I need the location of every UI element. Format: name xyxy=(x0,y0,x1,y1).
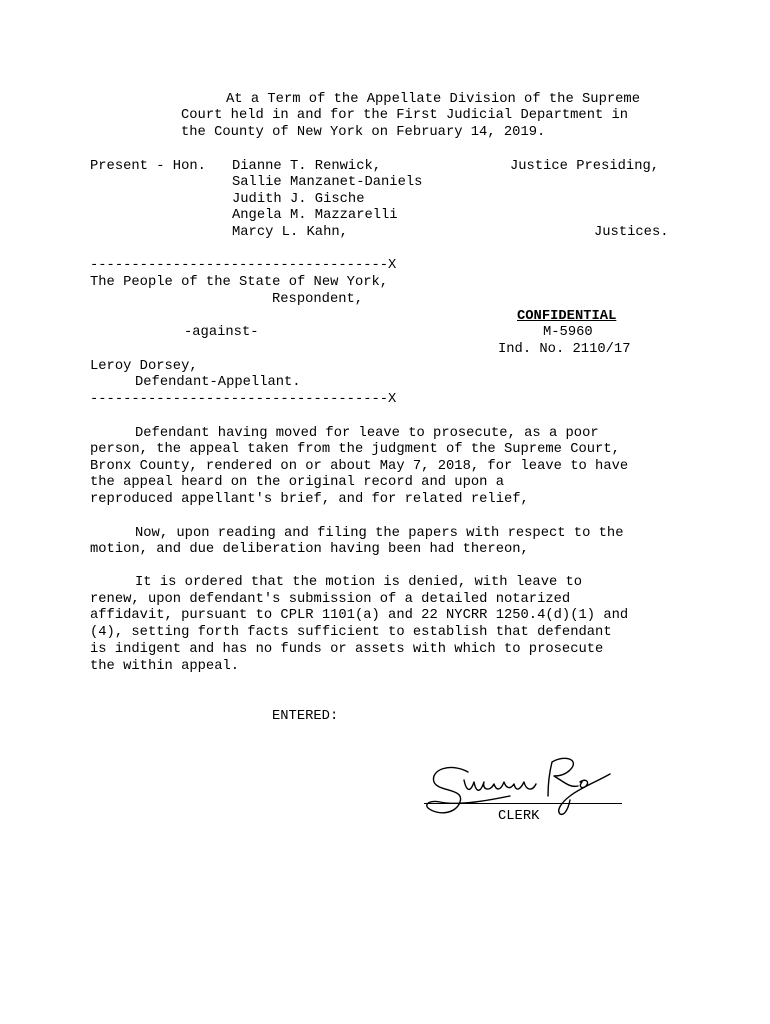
para1-line-5: reproduced appellant's brief, and for related relief, xyxy=(90,492,529,507)
plaintiff-role: Respondent, xyxy=(272,292,364,307)
entered-label: ENTERED: xyxy=(272,709,339,724)
justice-2: Sallie Manzanet-Daniels xyxy=(232,175,423,190)
para3-line-2: renew, upon defendant's submission of a detailed notarized xyxy=(90,592,571,607)
motion-number: M-5960 xyxy=(543,325,593,340)
para3-line-6: the within appeal. xyxy=(90,659,240,674)
plaintiff: The People of the State of New York, xyxy=(90,275,389,290)
justice-5: Marcy L. Kahn, xyxy=(232,225,348,240)
para1-line-4: the appeal heard on the original record and upon a xyxy=(90,475,504,490)
defendant-role: Defendant-Appellant. xyxy=(135,375,301,390)
index-number: Ind. No. 2110/17 xyxy=(498,342,631,357)
para3-line-1: It is ordered that the motion is denied, with leave to xyxy=(135,575,583,590)
signature-line xyxy=(424,803,622,804)
against: -against- xyxy=(184,325,259,340)
para2-line-1: Now, upon reading and filing the papers with respect to the xyxy=(135,526,624,541)
confidential-label: CONFIDENTIAL xyxy=(517,309,617,324)
present-prefix: Present - Hon. xyxy=(90,159,206,174)
presiding-label: Justice Presiding, xyxy=(510,159,660,174)
para1-line-1: Defendant having moved for leave to prosecute, as a poor xyxy=(135,426,599,441)
para3-line-5: is indigent and has no funds or assets with which to prosecute xyxy=(90,642,604,657)
para1-line-3: Bronx County, rendered on or about May 7, 2018, for leave to have xyxy=(90,459,629,474)
defendant: Leroy Dorsey, xyxy=(90,359,198,374)
para2-line-2: motion, and due deliberation having been had thereon, xyxy=(90,542,529,557)
justice-1: Dianne T. Renwick, xyxy=(232,159,382,174)
para3-line-4: (4), setting forth facts sufficient to establish that defendant xyxy=(90,625,612,640)
header-line-3: the County of New York on February 14, 2019. xyxy=(181,125,546,140)
para1-line-2: person, the appeal taken from the judgment of the Supreme Court, xyxy=(90,442,620,457)
caption-divider-bottom: ------------------------------------X xyxy=(90,392,397,407)
justices-label: Justices. xyxy=(594,225,669,240)
header-line-1: At a Term of the Appellate Division of the Supreme xyxy=(226,92,640,107)
header-line-2: Court held in and for the First Judicial Department in xyxy=(181,108,629,123)
para3-line-3: affidavit, pursuant to CPLR 1101(a) and 22 NYCRR 1250.4(d)(1) and xyxy=(90,608,629,623)
clerk-label: CLERK xyxy=(498,809,540,824)
caption-divider-top: ------------------------------------X xyxy=(90,258,397,273)
justice-4: Angela M. Mazzarelli xyxy=(232,208,398,223)
justice-3: Judith J. Gische xyxy=(232,192,365,207)
